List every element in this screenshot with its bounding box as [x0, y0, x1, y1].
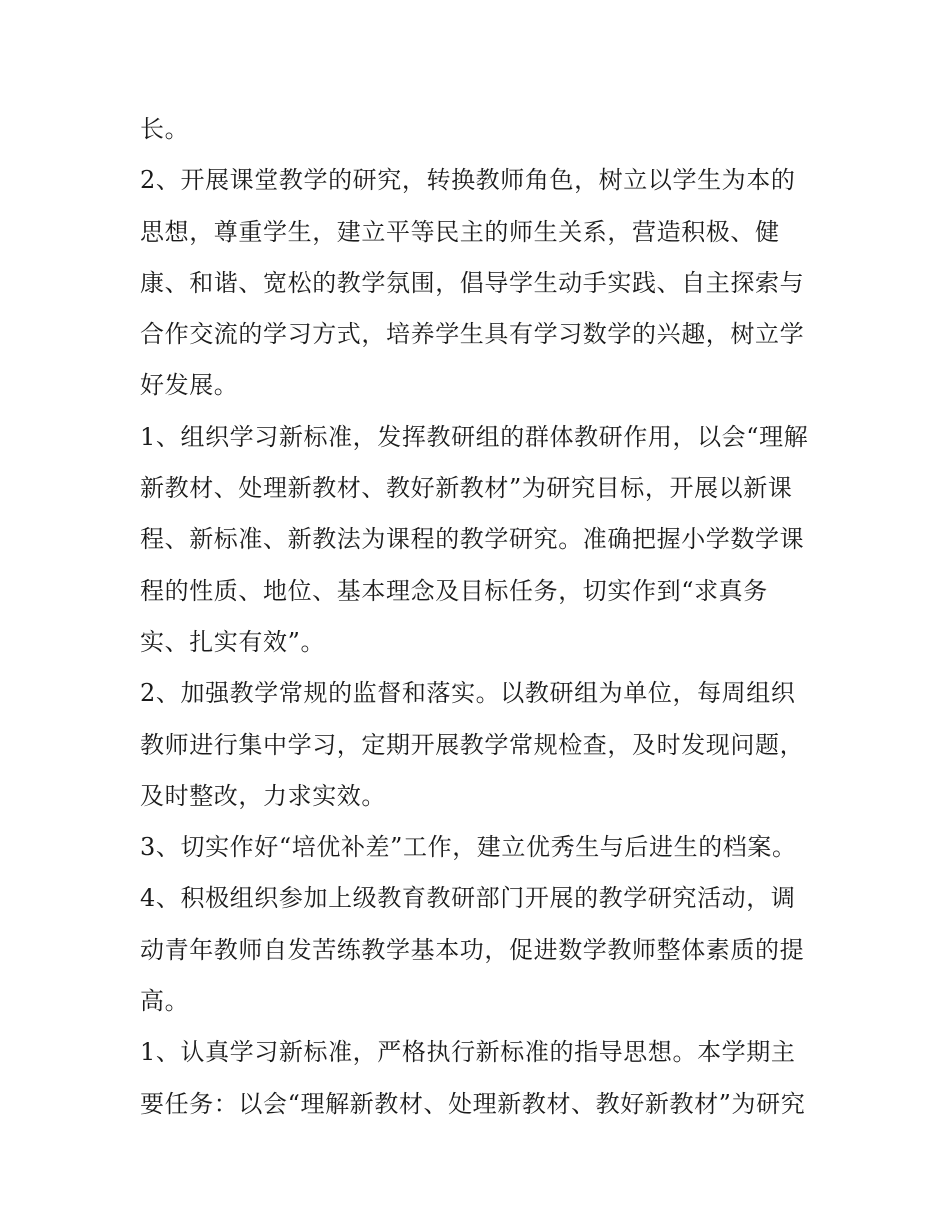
text-line: 1、认真学习新标准，严格执行新标准的指导思想。本学期主	[140, 1038, 796, 1067]
text-line: 实、扎实有效”。	[140, 627, 326, 656]
text-line: 动青年教师自发苦练教学基本功，促进数学教师整体素质的提	[140, 935, 805, 964]
text-line: 程的性质、地位、基本理念及目标任务，切实作到“求真务	[140, 576, 768, 605]
text-line: 3、切实作好“培优补差”工作，建立优秀生与后进生的档案。	[140, 833, 797, 862]
text-line: 新教材、处理新教材、教好新教材”为研究目标，开展以新课	[140, 474, 793, 503]
text-line: 合作交流的学习方式，培养学生具有学习数学的兴趣，树立学	[140, 320, 805, 349]
text-line: 思想，尊重学生，建立平等民主的师生关系，营造积极、健	[140, 217, 780, 246]
text-line: 4、积极组织参加上级教育教研部门开展的教学研究活动，调	[140, 884, 796, 913]
text-line: 2、加强教学常规的监督和落实。以教研组为单位，每周组织	[140, 679, 796, 708]
text-line: 要任务：以会“理解新教材、处理新教材、教好新教材”为研究	[140, 1089, 806, 1118]
text-line: 1、组织学习新标准，发挥教研组的群体教研作用，以会“理解	[140, 422, 809, 451]
text-line: 长。	[140, 115, 190, 143]
text-line: 高。	[140, 987, 190, 1016]
text-line: 好发展。	[140, 371, 239, 400]
document-body	[140, 104, 830, 1130]
text-line: 康、和谐、宽松的教学氛围，倡导学生动手实践、自主探索与	[140, 268, 805, 297]
text-line: 教师进行集中学习，定期开展教学常规检查，及时发现问题，	[140, 730, 805, 759]
text-line: 及时整改，力求实效。	[140, 781, 386, 810]
text-line: 2、开展课堂教学的研究，转换教师角色，树立以学生为本的	[140, 166, 796, 195]
text-line: 程、新标准、新教法为课程的教学研究。准确把握小学数学课	[140, 525, 805, 554]
